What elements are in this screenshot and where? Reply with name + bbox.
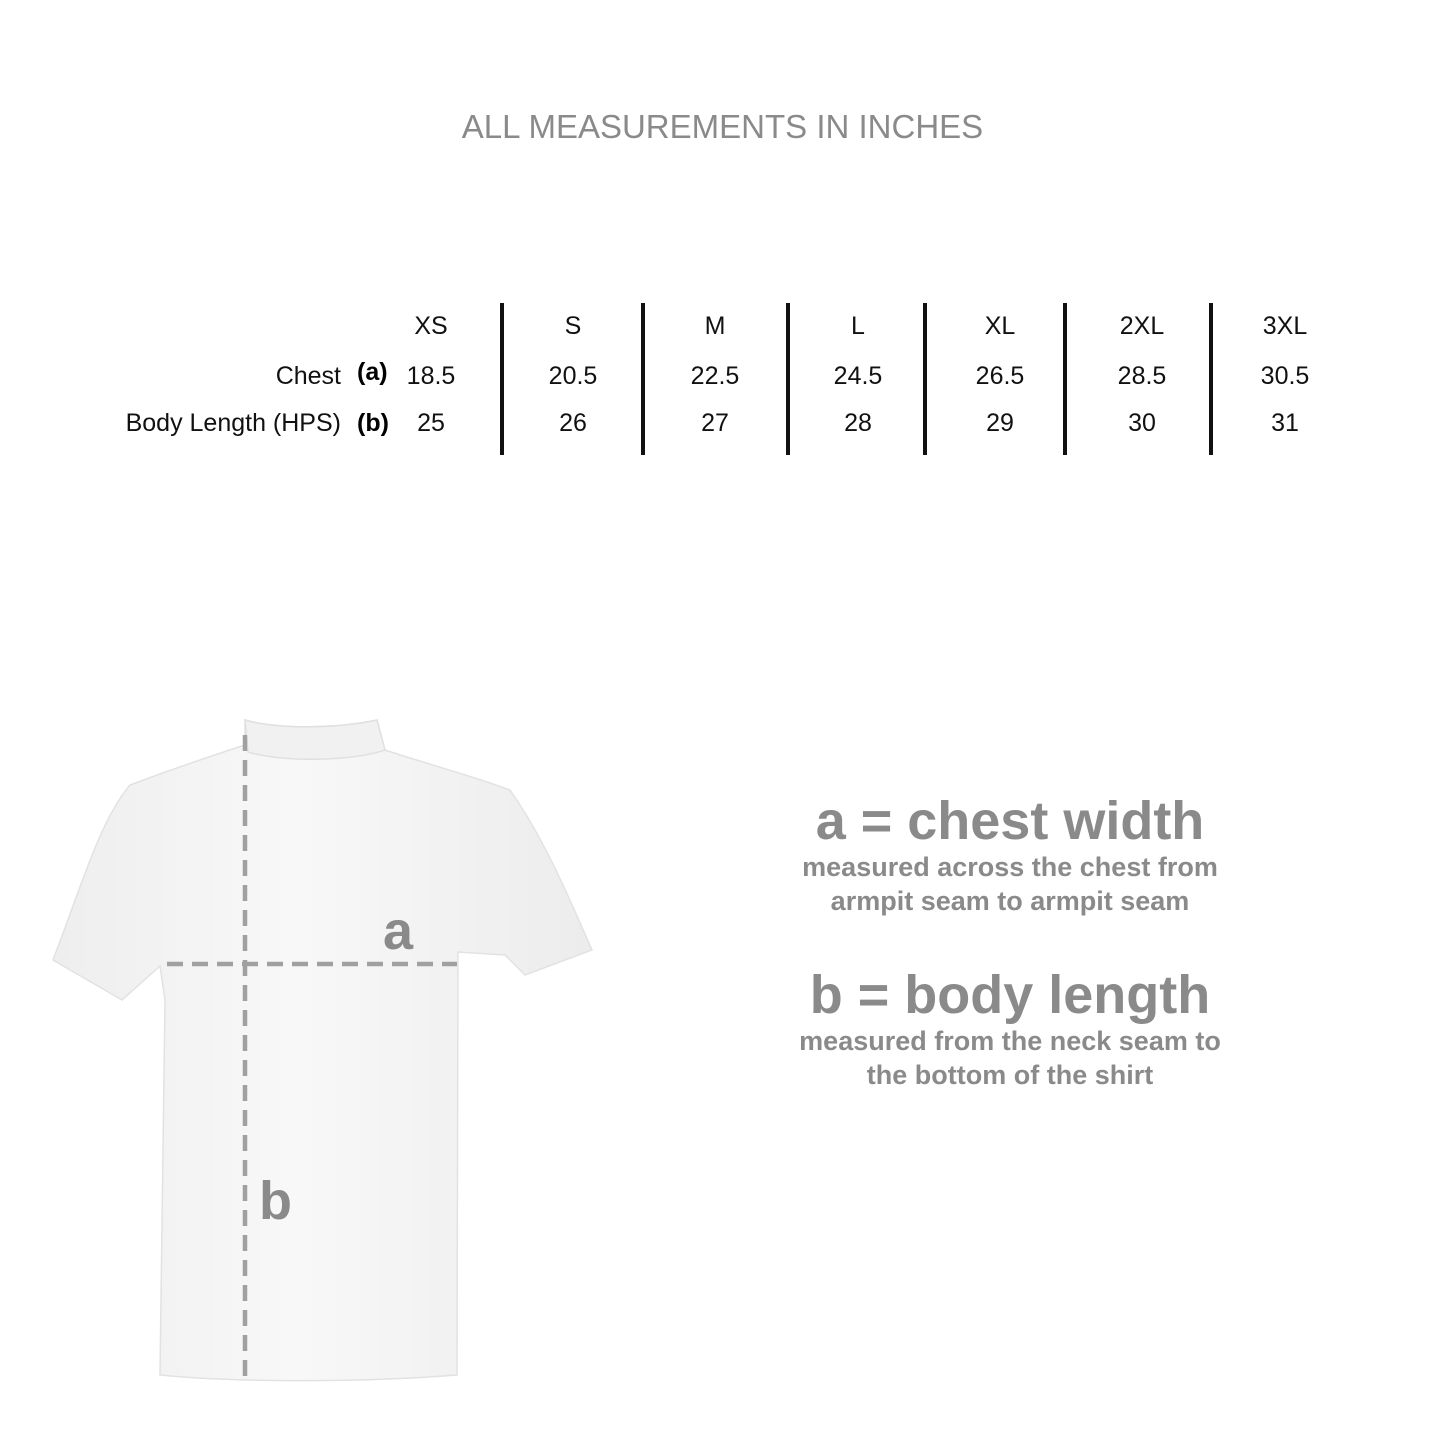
- legend-a-line1: measured across the chest from: [802, 852, 1218, 882]
- length-value: 31: [1271, 409, 1299, 437]
- size-header: M: [704, 312, 726, 340]
- length-value: 30: [1128, 409, 1156, 437]
- legend-a-line2: armpit seam to armpit seam: [830, 886, 1190, 916]
- legend-b-line2: the bottom of the shirt: [866, 1060, 1154, 1090]
- chest-value: 26.5: [975, 362, 1025, 390]
- diagram-label-a: a: [383, 901, 414, 961]
- size-header: L: [851, 312, 865, 340]
- column-divider: [641, 303, 645, 455]
- size-header: XS: [414, 312, 448, 340]
- chest-value: 20.5: [548, 362, 598, 390]
- legend-b-title: b = body length: [809, 965, 1211, 1025]
- chest-value: 24.5: [833, 362, 883, 390]
- size-header: 3XL: [1262, 312, 1308, 340]
- size-table: [0, 0, 1445, 470]
- legend-a-title: a = chest width: [815, 791, 1205, 851]
- length-value: 26: [559, 409, 587, 437]
- chest-value: 30.5: [1260, 362, 1310, 390]
- tshirt-shape: [53, 720, 592, 1381]
- row-label-body-length: Body Length (HPS): [125, 409, 341, 437]
- length-value: 27: [701, 409, 729, 437]
- tshirt-illustration: [40, 700, 620, 1390]
- length-value: 28: [844, 409, 872, 437]
- column-divider: [1063, 303, 1067, 455]
- chest-value: 28.5: [1117, 362, 1167, 390]
- chest-value: 18.5: [406, 362, 456, 390]
- column-divider: [1209, 303, 1213, 455]
- tshirt-diagram: [40, 700, 620, 1390]
- length-value: 25: [417, 409, 445, 437]
- column-divider: [923, 303, 927, 455]
- size-header: XL: [984, 312, 1016, 340]
- length-value: 29: [986, 409, 1014, 437]
- row-tag-a: (a): [357, 358, 388, 386]
- column-divider: [786, 303, 790, 455]
- legend-chest-width: [720, 792, 1300, 918]
- size-header: S: [564, 312, 582, 340]
- column-divider: [500, 303, 504, 455]
- row-tag-b: (b): [357, 409, 389, 437]
- row-label-chest: Chest: [275, 362, 341, 390]
- legend-body-length: [720, 966, 1300, 1092]
- legend-b-line1: measured from the neck seam to: [799, 1026, 1221, 1056]
- diagram-label-b: b: [259, 1171, 292, 1231]
- page-title: ALL MEASUREMENTS IN INCHES: [461, 108, 984, 145]
- collar-shape: [245, 720, 385, 759]
- chest-value: 22.5: [690, 362, 740, 390]
- size-header: 2XL: [1119, 312, 1165, 340]
